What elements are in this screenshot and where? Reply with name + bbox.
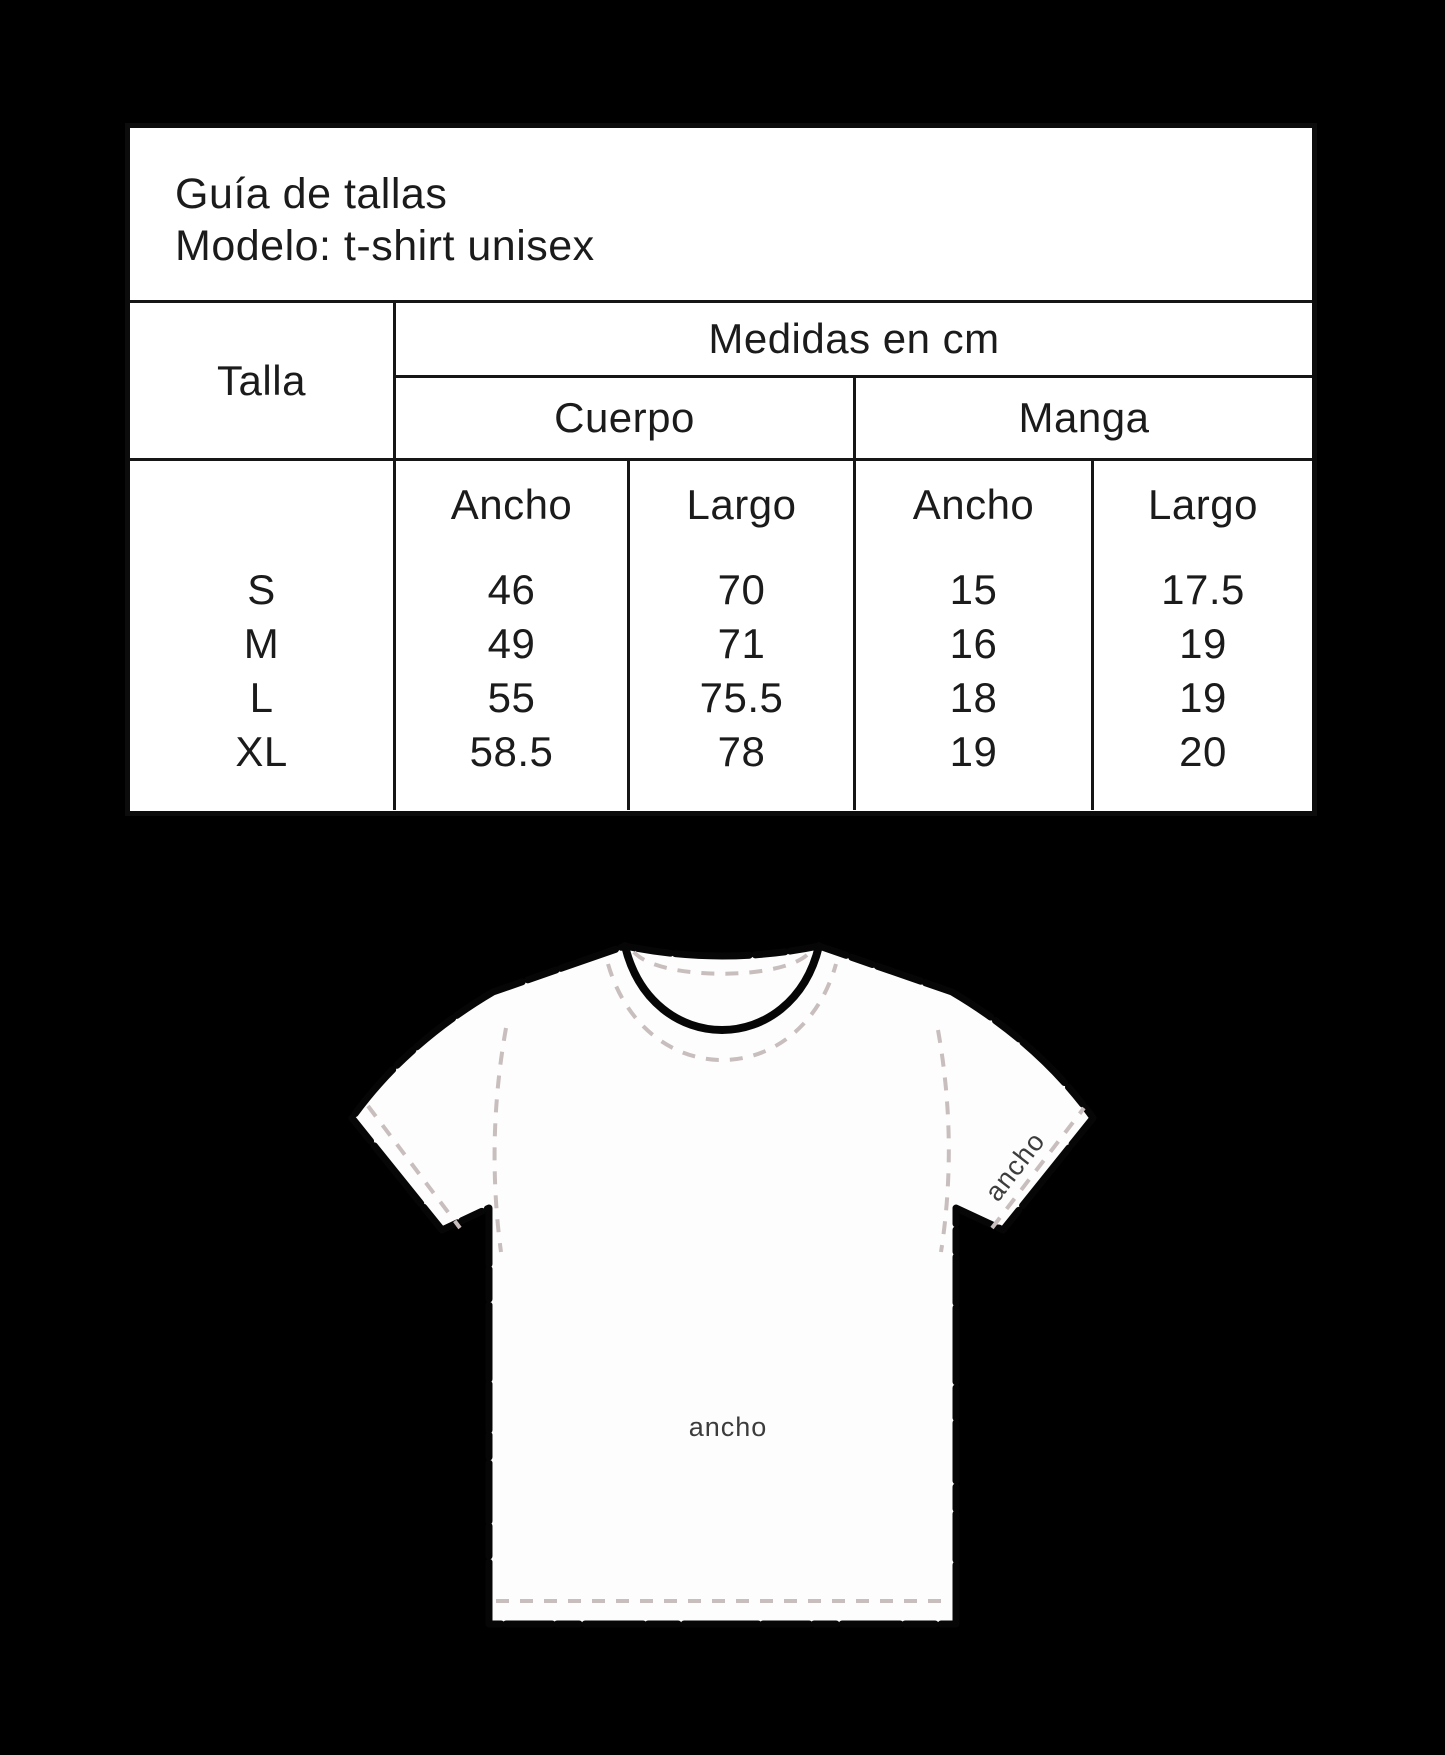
- value-cell: 20: [1179, 728, 1227, 775]
- column-cuerpo-ancho: [396, 461, 630, 810]
- value-cell: 70: [717, 566, 766, 613]
- column-sizes: [130, 461, 396, 810]
- value-cell: 16: [949, 620, 998, 667]
- value-cell: 17.5: [1161, 566, 1245, 613]
- value-cell: 78: [717, 728, 766, 775]
- body-ancho-label: ancho: [688, 1412, 768, 1442]
- values-cuerpo-ancho: [396, 563, 627, 779]
- sleeve-ancho-label: ancho: [978, 1126, 1051, 1207]
- value-cell: 58.5: [469, 728, 554, 775]
- value-cell: 75.5: [699, 674, 784, 721]
- size-list: [130, 563, 393, 779]
- header-manga: Manga: [856, 378, 1312, 461]
- size-row-xl: XL: [235, 728, 288, 775]
- size-guide-panel: [125, 123, 1317, 816]
- column-cuerpo-largo: [630, 461, 856, 810]
- size-row-m: M: [243, 620, 280, 667]
- title-line-1: Guía de tallas: [175, 170, 448, 218]
- value-cell: 18: [949, 674, 998, 721]
- value-cell: 15: [949, 566, 998, 613]
- tshirt-diagram: [300, 880, 1160, 1660]
- tshirt-silhouette: [352, 946, 1093, 1624]
- size-row-l: L: [249, 674, 274, 721]
- size-row-s: S: [247, 566, 276, 613]
- values-manga-largo: [1094, 563, 1312, 779]
- subheader-cuerpo-largo: Largo: [686, 481, 797, 528]
- value-cell: 49: [487, 620, 536, 667]
- column-manga-largo: [1094, 461, 1312, 810]
- values-cuerpo-largo: [630, 563, 853, 779]
- subheader-cuerpo-ancho: Ancho: [450, 481, 573, 528]
- title-line-2: Modelo: t-shirt unisex: [175, 222, 595, 270]
- panel-title: [130, 128, 1312, 303]
- value-cell: 19: [1179, 674, 1227, 721]
- subheader-manga-ancho: Ancho: [912, 481, 1035, 528]
- header-talla: Talla: [130, 303, 396, 461]
- header-cuerpo: Cuerpo: [396, 378, 856, 461]
- value-cell: 19: [949, 728, 998, 775]
- value-cell: 19: [1179, 620, 1227, 667]
- header-medidas: Medidas en cm: [396, 303, 1312, 378]
- column-manga-ancho: [856, 461, 1094, 810]
- value-cell: 55: [487, 674, 536, 721]
- values-manga-ancho: [856, 563, 1091, 779]
- value-cell: 71: [717, 620, 766, 667]
- value-cell: 46: [487, 566, 536, 613]
- subheader-manga-largo: Largo: [1148, 481, 1258, 528]
